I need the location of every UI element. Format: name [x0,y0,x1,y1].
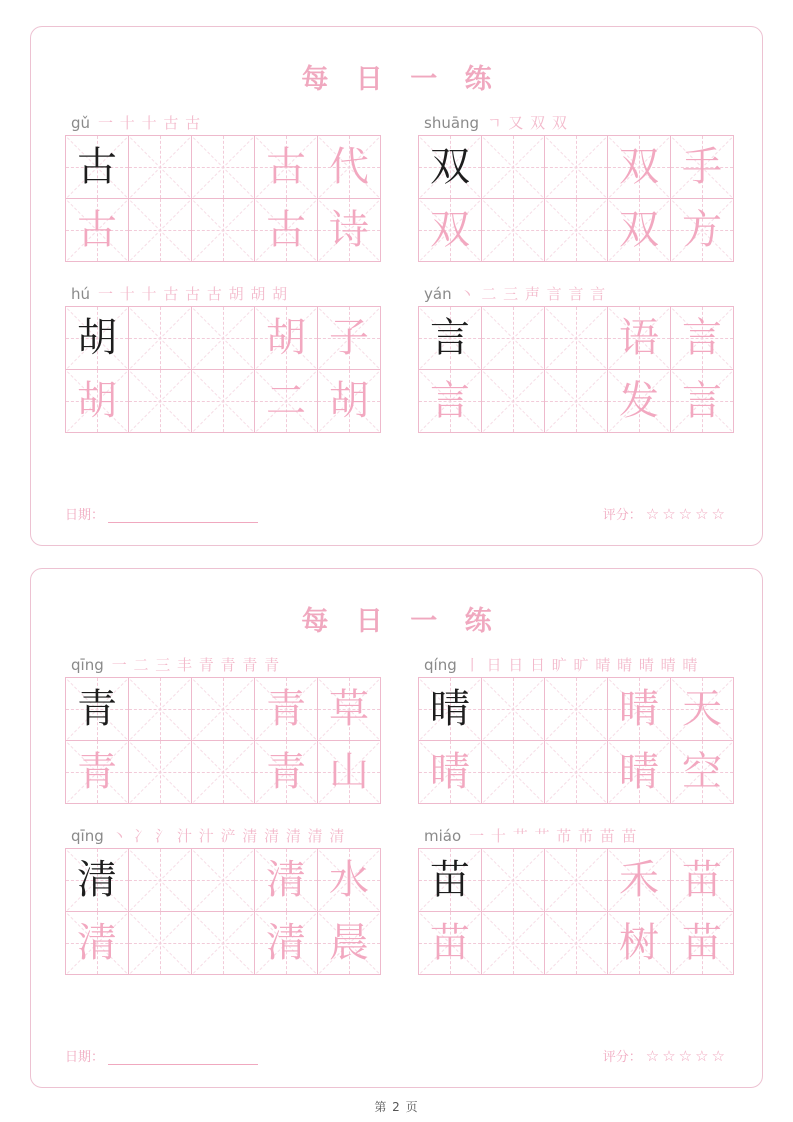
tracing-cell[interactable] [670,135,734,199]
date-blank-line[interactable] [108,1051,258,1065]
tracing-cell[interactable] [317,911,381,975]
tracing-cell[interactable] [65,740,129,804]
cell-glyph [129,741,191,803]
character-block [418,277,733,432]
tracing-cell[interactable] [481,677,545,741]
tracing-cell[interactable] [607,911,671,975]
tracing-cell[interactable] [128,369,192,433]
cell-glyph: 清 [77,920,117,966]
cell-glyph: 胡 [77,315,117,361]
tracing-row [418,848,733,911]
cell-glyph: 二 [266,378,306,424]
cell-glyph: 手 [682,144,722,190]
cell-glyph [482,307,544,369]
cell-glyph [482,678,544,740]
date-label: 日期： [65,508,105,523]
tracing-row [65,911,380,974]
cell-glyph: 草 [329,686,369,732]
block-head [418,648,733,674]
tracing-cell[interactable] [317,135,381,199]
tracing-cell[interactable] [317,369,381,433]
cell-glyph [482,370,544,432]
tracing-cell[interactable] [128,677,192,741]
cell-glyph: 古 [77,144,117,190]
cell-glyph: 双 [619,207,659,253]
tracing-row [65,740,380,803]
cell-glyph [192,370,254,432]
tracing-cell[interactable] [65,198,129,262]
cell-glyph [192,678,254,740]
cell-glyph: 语 [619,315,659,361]
cell-glyph: 晴 [619,749,659,795]
tracing-row [65,306,380,369]
tracing-cell[interactable] [607,369,671,433]
cell-glyph: 苗 [682,920,722,966]
date-field[interactable] [65,1046,258,1065]
character-block [65,819,380,974]
cell-glyph [482,199,544,261]
cell-glyph: 树 [619,920,659,966]
block-head [65,648,380,674]
tracing-cell[interactable] [481,198,545,262]
tracing-cell[interactable] [128,135,192,199]
cell-glyph: 青 [266,749,306,795]
tracing-cell[interactable] [481,848,545,912]
stroke-order: 一 十 十 古 古 [98,115,202,132]
cell-glyph [545,307,607,369]
cell-glyph: 清 [77,857,117,903]
cell-glyph [192,912,254,974]
cell-glyph [482,741,544,803]
cell-glyph: 方 [682,207,722,253]
star-rating[interactable]: ☆☆☆☆☆ [645,1046,728,1065]
stroke-order: 一 二 三 丰 青 青 青 青 [111,657,281,674]
cell-glyph: 空 [682,749,722,795]
cell-glyph: 清 [266,857,306,903]
cell-glyph: 古 [266,207,306,253]
tracing-cell[interactable] [254,677,318,741]
cell-glyph: 苗 [682,857,722,903]
tracing-cell[interactable] [481,740,545,804]
tracing-cell[interactable] [607,198,671,262]
score-field [603,1046,728,1065]
tracing-cell[interactable] [317,198,381,262]
pinyin-label: qīng [71,656,104,674]
cell-glyph: 苗 [430,920,470,966]
cell-glyph: 晴 [430,749,470,795]
cell-glyph: 青 [77,686,117,732]
cell-glyph [545,199,607,261]
cell-glyph: 天 [682,686,722,732]
cell-glyph [129,307,191,369]
cell-glyph [192,136,254,198]
cell-glyph [129,912,191,974]
tracing-cell[interactable] [128,740,192,804]
sheet-columns [59,648,734,990]
tracing-cell[interactable] [544,740,608,804]
column-right [418,648,733,990]
cell-glyph [545,912,607,974]
tracing-row [418,911,733,974]
tracing-cell[interactable] [670,306,734,370]
cell-glyph: 言 [430,315,470,361]
tracing-cell[interactable] [317,848,381,912]
tracing-cell[interactable] [481,911,545,975]
cell-glyph: 诗 [329,207,369,253]
sheet-footer [65,504,728,523]
column-right [418,106,733,448]
tracing-cell[interactable] [128,198,192,262]
pinyin-label: qíng [424,656,457,674]
tracing-row [65,848,380,911]
tracing-row [418,369,733,432]
pinyin-label: hú [71,285,91,303]
tracing-cell[interactable] [191,135,255,199]
tracing-cell[interactable] [254,135,318,199]
date-label: 日期： [65,1050,105,1065]
tracing-row [418,740,733,803]
score-label: 评分： [602,1050,642,1065]
tracing-cell[interactable] [418,677,482,741]
cell-glyph: 胡 [77,378,117,424]
sheet-title: 每 日 一 练 [301,64,501,95]
tracing-cell[interactable] [418,369,482,433]
cell-glyph [129,678,191,740]
character-block [65,106,380,261]
cell-glyph [482,912,544,974]
tracing-cell[interactable] [607,740,671,804]
date-field[interactable] [65,504,258,523]
cell-glyph: 言 [682,315,722,361]
column-left [65,106,380,448]
stroke-order: 丶 冫 氵 汁 汁 浐 清 清 清 清 清 [111,828,346,845]
tracing-cell[interactable] [481,306,545,370]
cell-glyph: 双 [619,144,659,190]
sheet-title: 每 日 一 练 [301,606,501,637]
tracing-cell[interactable] [418,135,482,199]
cell-glyph: 言 [430,378,470,424]
cell-glyph [129,136,191,198]
stroke-order: 一 十 艹 艹 芇 芇 苗 苗 [469,828,638,845]
tracing-cell[interactable] [670,677,734,741]
tracing-cell[interactable] [670,740,734,804]
tracing-cell[interactable] [254,369,318,433]
tracing-cell[interactable] [254,911,318,975]
block-head [65,277,380,303]
pinyin-label: qīng [71,827,104,845]
cell-glyph: 青 [266,686,306,732]
cell-glyph [129,199,191,261]
block-head [65,819,380,845]
tracing-cell[interactable] [65,369,129,433]
date-blank-line[interactable] [108,509,258,523]
tracing-cell[interactable] [128,306,192,370]
tracing-cell[interactable] [191,740,255,804]
cell-glyph [545,370,607,432]
pinyin-label: shuāng [424,114,480,132]
sheet-columns [59,106,734,448]
tracing-row [418,306,733,369]
tracing-cell[interactable] [254,848,318,912]
cell-glyph [482,849,544,911]
tracing-cell[interactable] [65,848,129,912]
tracing-cell[interactable] [254,198,318,262]
tracing-cell[interactable] [418,911,482,975]
tracing-row [65,135,380,198]
tracing-cell[interactable] [670,198,734,262]
tracing-cell[interactable] [65,306,129,370]
cell-glyph: 晴 [430,686,470,732]
tracing-cell[interactable] [65,677,129,741]
tracing-cell[interactable] [544,369,608,433]
cell-glyph [192,741,254,803]
character-block [418,106,733,261]
tracing-row [65,677,380,740]
tracing-cell[interactable] [418,848,482,912]
character-block [418,819,733,974]
tracing-cell[interactable] [670,911,734,975]
cell-glyph: 代 [329,144,369,190]
stroke-order: 丨 日 日 日 旷 旷 晴 晴 晴 晴 晴 [464,657,699,674]
tracing-cell[interactable] [191,911,255,975]
tracing-cell[interactable] [128,911,192,975]
cell-glyph [192,849,254,911]
tracing-cell[interactable] [191,848,255,912]
character-block [418,648,733,803]
stroke-order: ㄱ 又 双 双 [487,115,568,132]
cell-glyph: 胡 [329,378,369,424]
cell-glyph: 胡 [266,315,306,361]
tracing-row [418,135,733,198]
tracing-cell[interactable] [607,848,671,912]
cell-glyph [545,741,607,803]
tracing-cell[interactable] [191,306,255,370]
tracing-cell[interactable] [65,911,129,975]
practice-sheet-1 [30,26,763,546]
cell-glyph [545,849,607,911]
tracing-cell[interactable] [544,677,608,741]
cell-glyph: 苗 [430,857,470,903]
cell-glyph: 水 [329,857,369,903]
tracing-row [65,198,380,261]
cell-glyph: 言 [682,378,722,424]
tracing-cell[interactable] [481,135,545,199]
tracing-row [418,677,733,740]
star-rating[interactable]: ☆☆☆☆☆ [645,504,728,523]
tracing-cell[interactable] [418,306,482,370]
tracing-cell[interactable] [607,306,671,370]
cell-glyph [545,136,607,198]
cell-glyph: 古 [266,144,306,190]
tracing-cell[interactable] [128,848,192,912]
tracing-cell[interactable] [544,306,608,370]
tracing-cell[interactable] [191,198,255,262]
tracing-cell[interactable] [670,369,734,433]
block-head [65,106,380,132]
tracing-cell[interactable] [191,369,255,433]
tracing-row [418,198,733,261]
stroke-order: 丶 二 三 声 言 言 言 [459,286,607,303]
block-head [418,277,733,303]
tracing-cell[interactable] [670,848,734,912]
sheet-footer [65,1046,728,1065]
tracing-row [65,369,380,432]
cell-glyph: 子 [329,315,369,361]
pinyin-label: miáo [424,827,462,845]
pinyin-label: yán [424,285,452,303]
cell-glyph: 青 [77,749,117,795]
tracing-cell[interactable] [607,677,671,741]
tracing-cell[interactable] [481,369,545,433]
column-left [65,648,380,990]
cell-glyph: 晴 [619,686,659,732]
cell-glyph [545,678,607,740]
tracing-cell[interactable] [254,740,318,804]
cell-glyph [129,370,191,432]
cell-glyph [482,136,544,198]
tracing-cell[interactable] [544,848,608,912]
cell-glyph: 清 [266,920,306,966]
cell-glyph: 发 [619,378,659,424]
cell-glyph: 山 [329,749,369,795]
score-label: 评分： [602,508,642,523]
character-block [65,648,380,803]
cell-glyph [192,199,254,261]
cell-glyph [192,307,254,369]
tracing-cell[interactable] [65,135,129,199]
cell-glyph: 古 [77,207,117,253]
stroke-order: 一 十 十 古 古 古 胡 胡 胡 [98,286,289,303]
score-field [603,504,728,523]
block-head [418,106,733,132]
block-head [418,819,733,845]
pinyin-label: gǔ [71,114,91,132]
tracing-cell[interactable] [317,740,381,804]
tracing-cell[interactable] [191,677,255,741]
tracing-cell[interactable] [317,677,381,741]
character-block [65,277,380,432]
tracing-cell[interactable] [607,135,671,199]
tracing-cell[interactable] [254,306,318,370]
cell-glyph: 禾 [619,857,659,903]
tracing-cell[interactable] [317,306,381,370]
cell-glyph: 晨 [329,920,369,966]
cell-glyph [129,849,191,911]
page-number: 第 2 页 [374,1100,419,1114]
cell-glyph: 双 [430,144,470,190]
tracing-cell[interactable] [544,911,608,975]
tracing-cell[interactable] [544,135,608,199]
practice-sheet-2 [30,568,763,1088]
tracing-cell[interactable] [418,198,482,262]
tracing-cell[interactable] [418,740,482,804]
cell-glyph: 双 [430,207,470,253]
tracing-cell[interactable] [544,198,608,262]
